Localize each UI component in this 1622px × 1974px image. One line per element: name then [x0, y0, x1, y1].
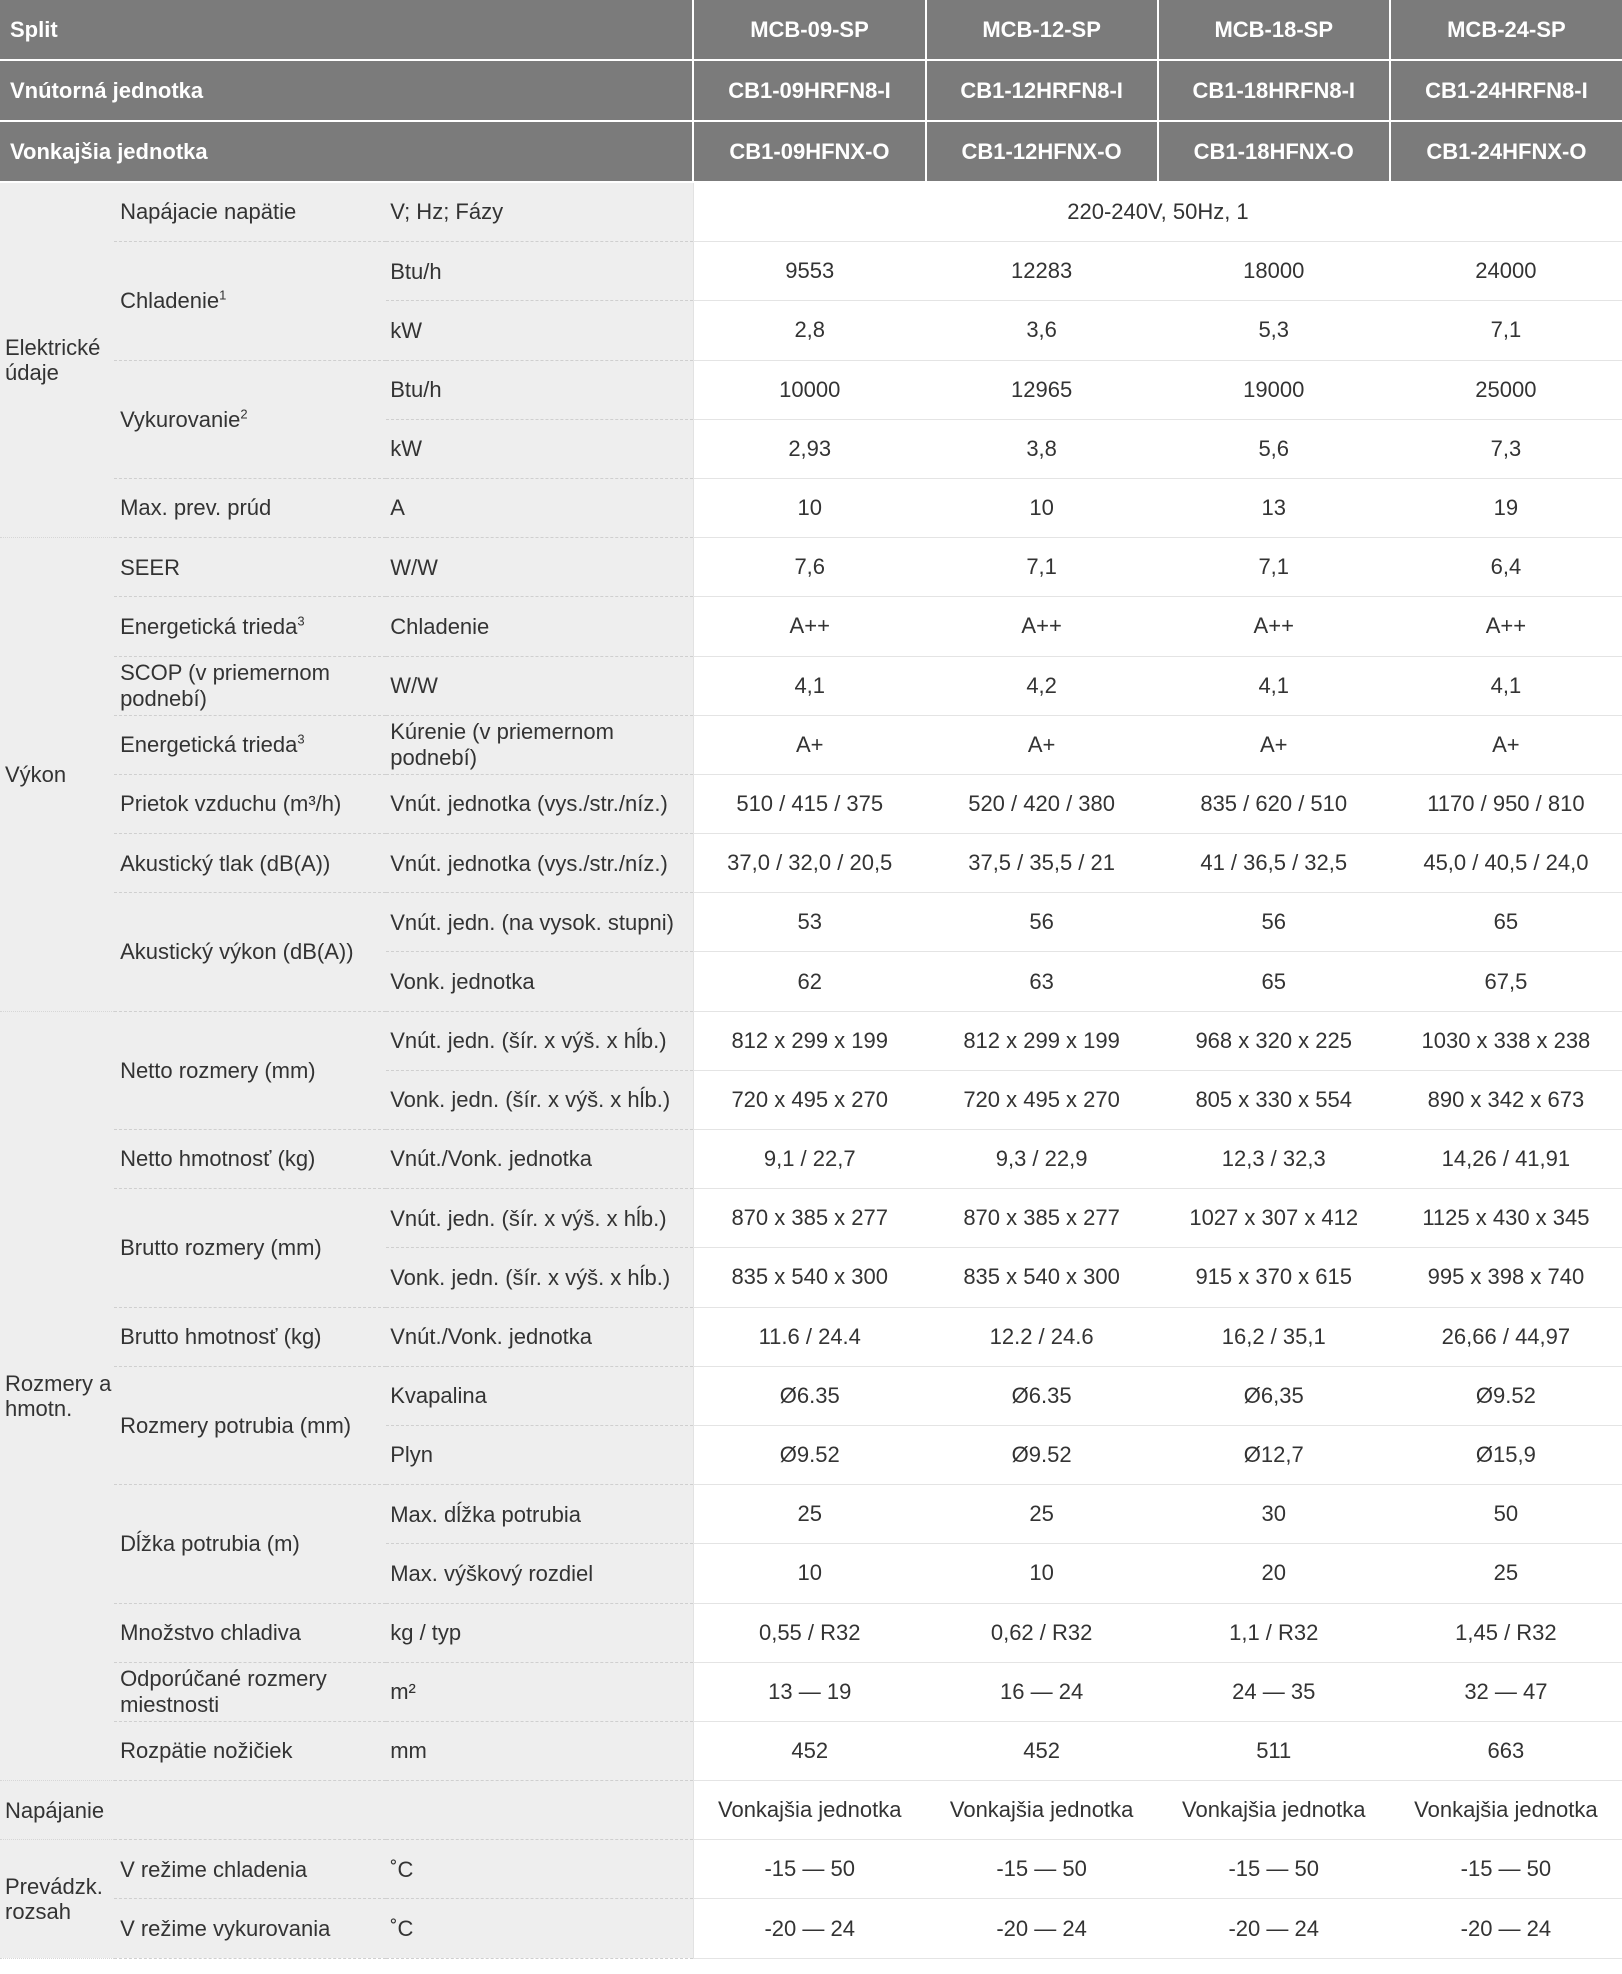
param-label: Akustický tlak (dB(A))	[114, 834, 386, 893]
spec-value: 3,6	[926, 301, 1158, 360]
header-label-indoor: Vnútorná jednotka	[0, 60, 693, 121]
model-name: MCB-24-SP	[1390, 0, 1622, 60]
spec-value: -15 — 50	[926, 1840, 1158, 1899]
row-sound-power-indoor	[0, 893, 1622, 952]
spec-value: 65	[1390, 893, 1622, 952]
param-label: Prietok vzduchu (m³/h)	[114, 774, 386, 833]
category-performance: Výkon	[0, 538, 114, 1012]
footnote-mark: 2	[240, 406, 248, 422]
spec-value: 25	[926, 1485, 1158, 1544]
spec-value: -20 — 24	[926, 1899, 1158, 1958]
spec-value: 7,1	[1158, 538, 1390, 597]
spec-value: 1030 x 338 x 238	[1390, 1011, 1622, 1070]
spec-value: Ø12,7	[1158, 1425, 1390, 1484]
row-net-weight	[0, 1130, 1622, 1189]
outdoor-model: CB1-18HFNX-O	[1158, 121, 1390, 182]
param-label	[114, 715, 386, 774]
unit-label: Btu/h	[386, 360, 693, 419]
unit-label: Max. výškový rozdiel	[386, 1544, 693, 1603]
row-gross-weight	[0, 1307, 1622, 1366]
unit-label: m²	[386, 1662, 693, 1721]
spec-value: 805 x 330 x 554	[1158, 1070, 1390, 1129]
spec-value: 511	[1158, 1721, 1390, 1780]
spec-value: -15 — 50	[1158, 1840, 1390, 1899]
row-gross-dims-indoor	[0, 1189, 1622, 1248]
spec-value: A+	[693, 715, 925, 774]
param-label	[114, 242, 386, 360]
spec-value: Ø6,35	[1158, 1366, 1390, 1425]
unit-label: Vonk. jedn. (šír. x výš. x hĺb.)	[386, 1070, 693, 1129]
spec-value: -20 — 24	[1158, 1899, 1390, 1958]
spec-value: 14,26 / 41,91	[1390, 1130, 1622, 1189]
spec-value: 37,5 / 35,5 / 21	[926, 834, 1158, 893]
outdoor-model: CB1-09HFNX-O	[693, 121, 925, 182]
header-label-split: Split	[0, 0, 693, 60]
param-label	[114, 360, 386, 478]
unit-label: Chladenie	[386, 597, 693, 656]
spec-value: Ø6.35	[926, 1366, 1158, 1425]
spec-value: 870 x 385 x 277	[693, 1189, 925, 1248]
spec-value: 7,1	[926, 538, 1158, 597]
row-pipe-liquid	[0, 1366, 1622, 1425]
footnote-mark: 3	[297, 613, 305, 629]
spec-value: A+	[1158, 715, 1390, 774]
category-dimensions: Rozmery a hmotn.	[0, 1011, 114, 1780]
spec-value: 5,6	[1158, 419, 1390, 478]
spec-value: 4,1	[693, 656, 925, 715]
param-label: Netto hmotnosť (kg)	[114, 1130, 386, 1189]
spec-value: 25	[693, 1485, 925, 1544]
spec-value: 16,2 / 35,1	[1158, 1307, 1390, 1366]
spec-value: A++	[1390, 597, 1622, 656]
spec-value: 63	[926, 952, 1158, 1011]
spec-value: 41 / 36,5 / 32,5	[1158, 834, 1390, 893]
spec-value: 0,62 / R32	[926, 1603, 1158, 1662]
spec-value: 19000	[1158, 360, 1390, 419]
spec-value: 968 x 320 x 225	[1158, 1011, 1390, 1070]
unit-label: mm	[386, 1721, 693, 1780]
param-label	[114, 597, 386, 656]
spec-value: 12.2 / 24.6	[926, 1307, 1158, 1366]
param-text: Chladenie	[120, 288, 220, 314]
unit-label	[386, 1781, 693, 1840]
category-power-supply: Napájanie	[0, 1781, 114, 1840]
param-text: Vykurovanie	[120, 406, 241, 432]
spec-value: 9,1 / 22,7	[693, 1130, 925, 1189]
unit-label: kW	[386, 301, 693, 360]
spec-value: 20	[1158, 1544, 1390, 1603]
spec-value: -20 — 24	[693, 1899, 925, 1958]
spec-value: Ø9.52	[693, 1425, 925, 1484]
spec-value: 835 x 540 x 300	[693, 1248, 925, 1307]
spec-value: 62	[693, 952, 925, 1011]
unit-label: Vnút./Vonk. jednotka	[386, 1130, 693, 1189]
spec-value: 24 — 35	[1158, 1662, 1390, 1721]
row-room-size	[0, 1662, 1622, 1721]
row-heating-mode	[0, 1899, 1622, 1958]
param-label: V režime vykurovania	[114, 1899, 386, 1958]
row-power-supply	[0, 1781, 1622, 1840]
spec-value: Vonkajšia jednotka	[1390, 1781, 1622, 1840]
spec-value: -15 — 50	[693, 1840, 925, 1899]
spec-value: 1027 x 307 x 412	[1158, 1189, 1390, 1248]
model-name: MCB-18-SP	[1158, 0, 1390, 60]
spec-value: 12283	[926, 242, 1158, 301]
spec-value: A++	[1158, 597, 1390, 656]
spec-value: 5,3	[1158, 301, 1390, 360]
spec-value: 870 x 385 x 277	[926, 1189, 1158, 1248]
spec-value: Ø9.52	[926, 1425, 1158, 1484]
param-text: Energetická trieda	[120, 732, 298, 758]
spec-value: 835 / 620 / 510	[1158, 774, 1390, 833]
row-refrigerant	[0, 1603, 1622, 1662]
category-operating-range: Prevádzk. rozsah	[0, 1840, 114, 1958]
row-cooling-btu	[0, 242, 1622, 301]
row-supply-voltage	[0, 182, 1622, 242]
spec-value: 18000	[1158, 242, 1390, 301]
spec-value: -15 — 50	[1390, 1840, 1622, 1899]
row-energy-class-heating	[0, 715, 1622, 774]
spec-value: 812 x 299 x 199	[926, 1011, 1158, 1070]
param-label	[114, 1781, 386, 1840]
spec-value: 0,55 / R32	[693, 1603, 925, 1662]
spec-value: 9,3 / 22,9	[926, 1130, 1158, 1189]
spec-value: 7,1	[1390, 301, 1622, 360]
param-text: Energetická trieda	[120, 613, 298, 639]
spec-value: 10000	[693, 360, 925, 419]
row-cooling-mode	[0, 1840, 1622, 1899]
header-row-outdoor	[0, 121, 1622, 182]
unit-label: Plyn	[386, 1425, 693, 1484]
spec-value: 6,4	[1390, 538, 1622, 597]
param-label: Brutto hmotnosť (kg)	[114, 1307, 386, 1366]
indoor-model: CB1-12HRFN8-I	[926, 60, 1158, 121]
row-scop	[0, 656, 1622, 715]
spec-value: 812 x 299 x 199	[693, 1011, 925, 1070]
param-label: SCOP (v priemernom podnebí)	[114, 656, 386, 715]
spec-value: -20 — 24	[1390, 1899, 1622, 1958]
spec-value: 37,0 / 32,0 / 20,5	[693, 834, 925, 893]
param-label: Dĺžka potrubia (m)	[114, 1485, 386, 1603]
outdoor-model: CB1-12HFNX-O	[926, 121, 1158, 182]
spec-value: Vonkajšia jednotka	[926, 1781, 1158, 1840]
param-label: Odporúčané rozmery miestnosti	[114, 1662, 386, 1721]
category-electrical: Elektrické údaje	[0, 182, 114, 538]
spec-value: 1125 x 430 x 345	[1390, 1189, 1622, 1248]
spec-value: 56	[1158, 893, 1390, 952]
unit-label: Vnút. jedn. (šír. x výš. x hĺb.)	[386, 1011, 693, 1070]
spec-value: 4,1	[1158, 656, 1390, 715]
param-label: V režime chladenia	[114, 1840, 386, 1899]
spec-value: 26,66 / 44,97	[1390, 1307, 1622, 1366]
spec-value: 7,3	[1390, 419, 1622, 478]
footnote-mark: 3	[297, 731, 305, 747]
spec-value: 16 — 24	[926, 1662, 1158, 1721]
spec-value: 32 — 47	[1390, 1662, 1622, 1721]
spec-value: 1,1 / R32	[1158, 1603, 1390, 1662]
spec-value: 2,8	[693, 301, 925, 360]
footnote-mark: 1	[219, 287, 227, 303]
unit-label: Max. dĺžka potrubia	[386, 1485, 693, 1544]
row-heating-btu	[0, 360, 1622, 419]
row-foot-span	[0, 1721, 1622, 1780]
row-pipe-max-length	[0, 1485, 1622, 1544]
spec-value: 520 / 420 / 380	[926, 774, 1158, 833]
spec-value: 1,45 / R32	[1390, 1603, 1622, 1662]
unit-label: Vnút. jednotka (vys./str./níz.)	[386, 774, 693, 833]
spec-value: A++	[926, 597, 1158, 656]
spec-value: 13	[1158, 478, 1390, 537]
unit-label: Vnút./Vonk. jednotka	[386, 1307, 693, 1366]
row-airflow	[0, 774, 1622, 833]
spec-value: 663	[1390, 1721, 1622, 1780]
param-label: Napájacie napätie	[114, 182, 386, 242]
unit-label: Kvapalina	[386, 1366, 693, 1425]
spec-value: Ø6.35	[693, 1366, 925, 1425]
header-row-indoor	[0, 60, 1622, 121]
model-name: MCB-12-SP	[926, 0, 1158, 60]
row-energy-class-cooling	[0, 597, 1622, 656]
row-max-current	[0, 478, 1622, 537]
spec-value: A+	[926, 715, 1158, 774]
unit-label: Vnút. jedn. (na vysok. stupni)	[386, 893, 693, 952]
spec-value: Vonkajšia jednotka	[693, 1781, 925, 1840]
spec-value: 56	[926, 893, 1158, 952]
spec-value: 25	[1390, 1544, 1622, 1603]
param-label: Brutto rozmery (mm)	[114, 1189, 386, 1307]
unit-label: Vonk. jednotka	[386, 952, 693, 1011]
spec-value: 890 x 342 x 673	[1390, 1070, 1622, 1129]
spec-value: 2,93	[693, 419, 925, 478]
param-label: SEER	[114, 538, 386, 597]
param-label: Rozpätie nožičiek	[114, 1721, 386, 1780]
spec-value: 10	[693, 1544, 925, 1603]
indoor-model: CB1-09HRFN8-I	[693, 60, 925, 121]
unit-label: ˚C	[386, 1899, 693, 1958]
spec-value: Ø15,9	[1390, 1425, 1622, 1484]
spec-value: 7,6	[693, 538, 925, 597]
spec-value: 67,5	[1390, 952, 1622, 1011]
header-row-split	[0, 0, 1622, 60]
header-label-outdoor: Vonkajšia jednotka	[0, 121, 693, 182]
unit-label: A	[386, 478, 693, 537]
spec-value: 995 x 398 x 740	[1390, 1248, 1622, 1307]
unit-label: Kúrenie (v priemernom podnebí)	[386, 715, 693, 774]
unit-label: kg / typ	[386, 1603, 693, 1662]
spec-value: 720 x 495 x 270	[926, 1070, 1158, 1129]
param-label: Rozmery potrubia (mm)	[114, 1366, 386, 1484]
spec-value: Vonkajšia jednotka	[1158, 1781, 1390, 1840]
spec-value: 24000	[1390, 242, 1622, 301]
spec-value: 13 — 19	[693, 1662, 925, 1721]
row-net-dims-indoor	[0, 1011, 1622, 1070]
spec-value: 12,3 / 32,3	[1158, 1130, 1390, 1189]
unit-label: W/W	[386, 538, 693, 597]
spec-value: 19	[1390, 478, 1622, 537]
spec-value: A+	[1390, 715, 1622, 774]
row-seer	[0, 538, 1622, 597]
spec-value: 510 / 415 / 375	[693, 774, 925, 833]
spec-value: 10	[926, 478, 1158, 537]
spec-value: 25000	[1390, 360, 1622, 419]
spec-value: 45,0 / 40,5 / 24,0	[1390, 834, 1622, 893]
indoor-model: CB1-18HRFN8-I	[1158, 60, 1390, 121]
spec-value: 452	[926, 1721, 1158, 1780]
outdoor-model: CB1-24HFNX-O	[1390, 121, 1622, 182]
unit-label: W/W	[386, 656, 693, 715]
spec-value: 4,2	[926, 656, 1158, 715]
spec-value: 12965	[926, 360, 1158, 419]
spec-value: 10	[926, 1544, 1158, 1603]
spec-value: 915 x 370 x 615	[1158, 1248, 1390, 1307]
spec-value: 50	[1390, 1485, 1622, 1544]
param-label: Akustický výkon (dB(A))	[114, 893, 386, 1011]
indoor-model: CB1-24HRFN8-I	[1390, 60, 1622, 121]
spec-value: 10	[693, 478, 925, 537]
spec-value: 1170 / 950 / 810	[1390, 774, 1622, 833]
unit-label: ˚C	[386, 1840, 693, 1899]
spec-value: 65	[1158, 952, 1390, 1011]
spec-value: Ø9.52	[1390, 1366, 1622, 1425]
unit-label: Vnút. jednotka (vys./str./níz.)	[386, 834, 693, 893]
spec-value: 452	[693, 1721, 925, 1780]
model-name: MCB-09-SP	[693, 0, 925, 60]
row-sound-pressure	[0, 834, 1622, 893]
unit-label: Btu/h	[386, 242, 693, 301]
unit-label: V; Hz; Fázy	[386, 182, 693, 242]
spec-value: 4,1	[1390, 656, 1622, 715]
spec-value: 11.6 / 24.4	[693, 1307, 925, 1366]
param-label: Netto rozmery (mm)	[114, 1011, 386, 1129]
spec-value: 53	[693, 893, 925, 952]
spec-value: 220-240V, 50Hz, 1	[693, 182, 1622, 242]
spec-value: 720 x 495 x 270	[693, 1070, 925, 1129]
spec-value: 30	[1158, 1485, 1390, 1544]
unit-label: Vonk. jedn. (šír. x výš. x hĺb.)	[386, 1248, 693, 1307]
spec-value: 835 x 540 x 300	[926, 1248, 1158, 1307]
spec-value: 9553	[693, 242, 925, 301]
spec-value: 3,8	[926, 419, 1158, 478]
param-label: Množstvo chladiva	[114, 1603, 386, 1662]
param-label: Max. prev. prúd	[114, 478, 386, 537]
spec-value: A++	[693, 597, 925, 656]
unit-label: Vnút. jedn. (šír. x výš. x hĺb.)	[386, 1189, 693, 1248]
unit-label: kW	[386, 419, 693, 478]
